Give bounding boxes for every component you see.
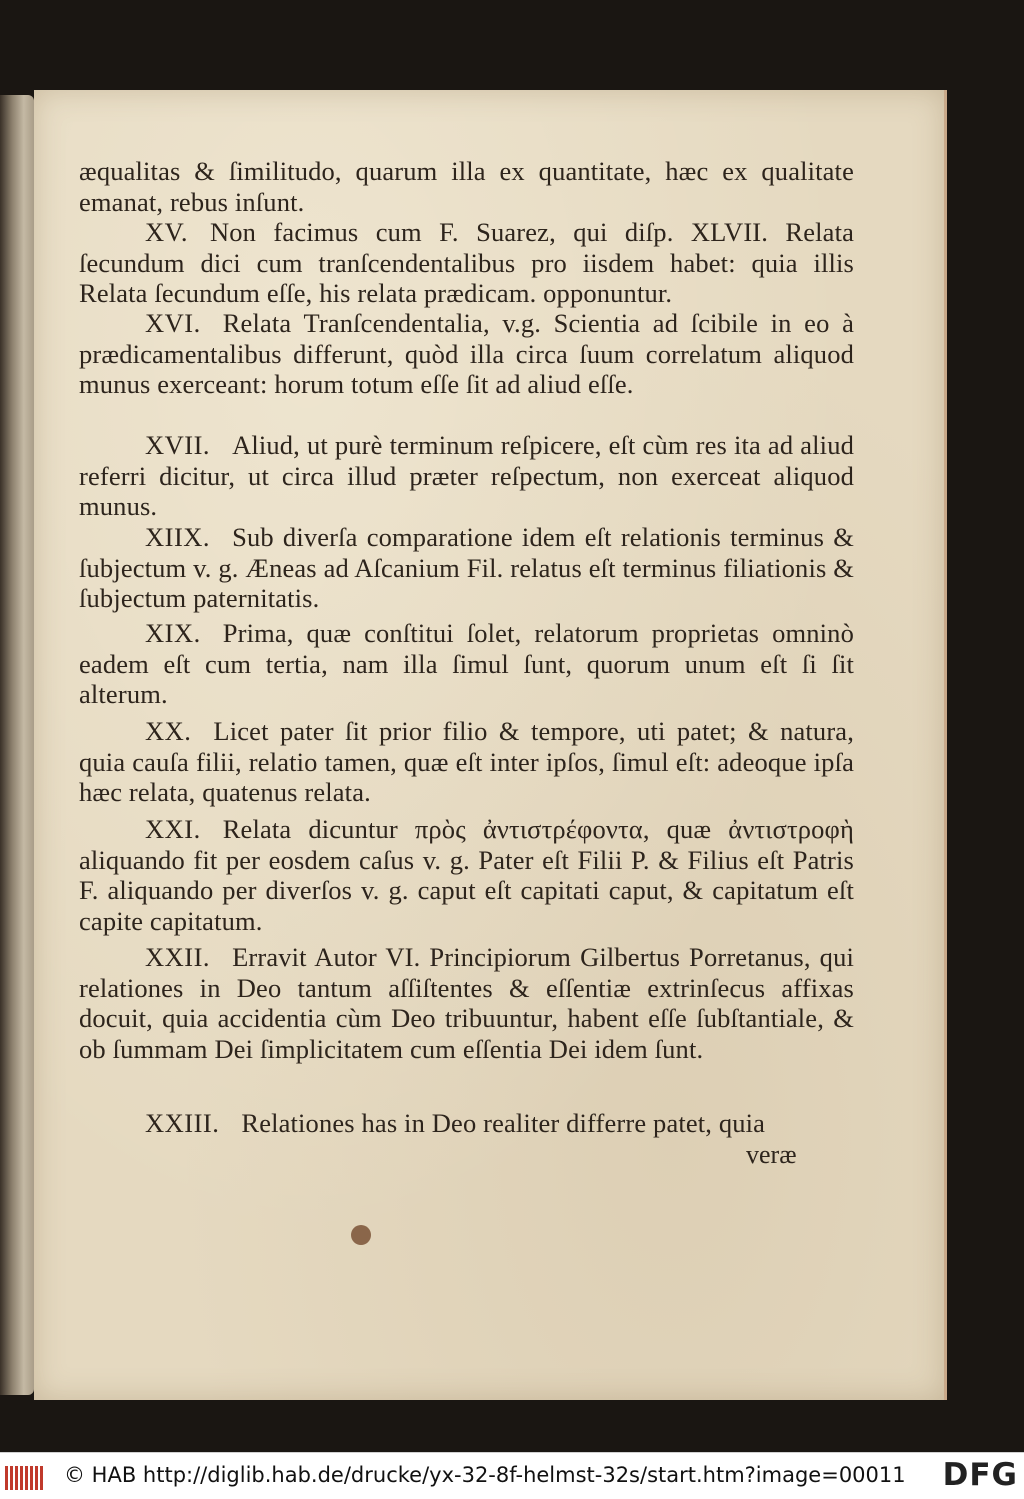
paragraph-xx: [79, 716, 854, 808]
barcode-icon: [5, 1466, 47, 1490]
paragraph-text: Prima, quæ conſtitui ſolet, relatorum proprietas omninò eadem eſt cum tertia, nam illa ſimul ſunt, quorum unum eſt ſi ſit alterum.: [79, 618, 854, 709]
paragraph-text: Erravit Autor VI. Principiorum Gilbertus Porretanus, qui relationes in Deo tantum aſſiſtentes & eſſentiæ extrinſecus affixas docuit, quia accidentia cùm Deo tribuuntur, habent eſſe ſubſtantiale, & ob ſummam Dei ſimplicitatem cum eſſentia Dei idem ſunt.: [79, 942, 854, 1064]
page-text-block: [34, 90, 944, 1400]
paragraph-number: XVI.: [145, 308, 201, 338]
paragraph-xxiii: [79, 1108, 854, 1139]
footer-credit-link[interactable]: © HAB http://diglib.hab.de/drucke/yx-32-8f-helmst-32s/start.htm?image=00011: [64, 1463, 906, 1487]
paragraph-xvii: [79, 430, 854, 522]
ink-stain: [351, 1225, 371, 1245]
paragraph-text: Relata Tranſcendentalia, v.g. Scientia ad ſcibile in eo à prædicamentalibus differunt, quòd illa circa ſuum correlatum aliquod munus exerceant: horum totum eſſe ſit ad aliud eſſe.: [79, 308, 854, 399]
paragraph-text: Licet pater ſit prior filio & tempore, uti patet; & natura, quia cauſa filii, relatio tamen, quæ eſt inter ipſos, ſimul eſt: adeoque ipſa hæc relata, quatenus relata.: [79, 716, 854, 807]
paragraph-continuation: [79, 156, 854, 217]
paragraph-text: æqualitas & ſimilitudo, quarum illa ex quantitate, hæc ex qualitate emanat, rebus inſunt.: [79, 156, 854, 217]
paragraph-xiix: [79, 522, 854, 614]
paragraph-text: Relata dicuntur πρὸς ἀντιστρέφοντα, quæ ἀντιστροφὴ aliquando fit per eosdem caſus v. g. Pater eſt Filii P. & Filius eſt Patris F. aliquando per diverſos v. g. caput eſt capitati caput, & capitatum eſt capite capitatum.: [79, 814, 854, 936]
viewer-footer: [0, 1452, 1024, 1499]
paragraph-text: Non facimus cum F. Suarez, qui diſp. XLVII. Relata ſecundum dici cum tranſcendentalibus pro iisdem habet: quia illis Relata ſecundum eſſe, his relata prædicam. opponuntur.: [79, 217, 854, 308]
paragraph-xv: [79, 217, 854, 309]
paragraph-number: XV.: [145, 217, 188, 247]
paragraph-number: XXIII.: [145, 1108, 220, 1138]
paragraph-number: XXI.: [145, 814, 201, 844]
paragraph-xxii: [79, 942, 854, 1064]
catchword: veræ: [746, 1140, 797, 1169]
paragraph-number: XX.: [145, 716, 192, 746]
paragraph-text: Sub diverſa comparatione idem eſt relationis terminus & ſubjectum v. g. Æneas ad Aſcanium Fil. relatus eſt terminus filiationis & ſubjectum paternitatis.: [79, 522, 854, 613]
paragraph-number: XVII.: [145, 430, 211, 460]
paragraph-number: XIX.: [145, 618, 201, 648]
paragraph-text: Relationes has in Deo realiter differre patet, quia: [241, 1108, 766, 1138]
paragraph-xxi: [79, 814, 854, 936]
previous-page-edge: [0, 95, 34, 1395]
paragraph-xix: [79, 618, 854, 710]
book-page: [34, 90, 947, 1400]
paragraph-number: XIIX.: [145, 522, 211, 552]
paragraph-text: Aliud, ut purè terminum reſpicere, eſt cùm res ita ad aliud referri dicitur, ut circa illud præter reſpectum, non exerceat aliquod munus.: [79, 430, 854, 521]
paragraph-number: XXII.: [145, 942, 211, 972]
dfg-logo: DFG: [937, 1457, 1018, 1493]
paragraph-xvi: [79, 308, 854, 400]
